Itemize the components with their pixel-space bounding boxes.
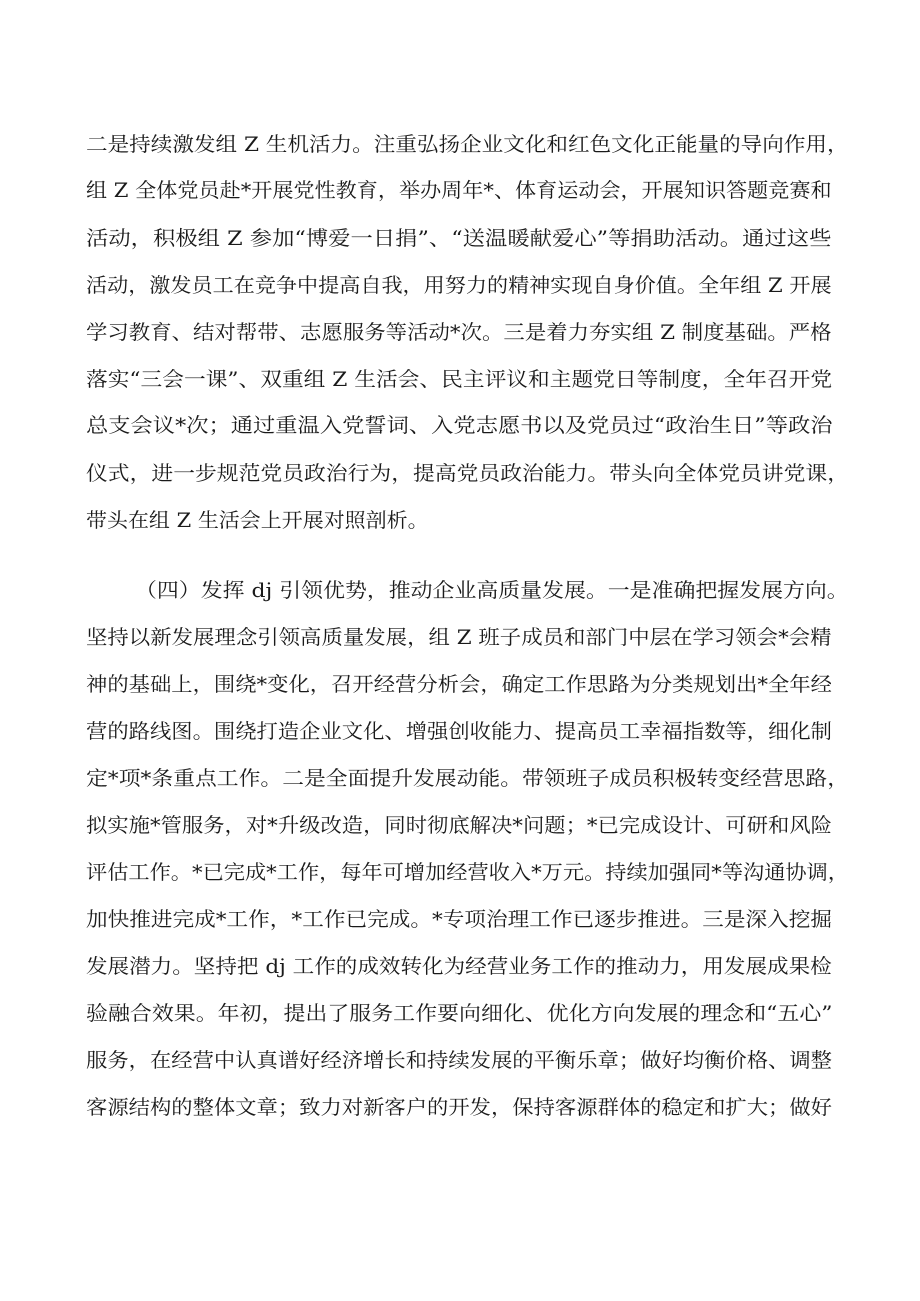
text-line-content: 组 Z 全体党员赴*开展党性教育，举办周年*、体育运动会，开展知识答题竞赛和 <box>86 178 832 202</box>
text-line-content: 营的路线图。围绕打造企业文化、增强创收能力、提高员工幸福指数等，细化制 <box>86 719 832 743</box>
text-line <box>0 758 920 798</box>
text-line <box>0 711 920 751</box>
text-line <box>0 453 920 493</box>
text-line <box>0 1040 920 1080</box>
text-line-content: 定*项*条重点工作。二是全面提升发展动能。带领班子成员积极转变经营思路， <box>86 766 849 790</box>
text-line <box>0 664 920 704</box>
text-line-content: 坚持以新发展理念引领高质量发展，组 Z 班子成员和部门中层在学习领会*会精 <box>86 625 832 649</box>
text-line-content: 验融合效果。年初，提出了服务工作要向细化、优化方向发展的理念和“五心” <box>86 1001 833 1025</box>
text-line-content: 学习教育、结对帮带、志愿服务等活动*次。三是着力夯实组 Z 制度基础。严格 <box>86 320 832 344</box>
text-line-content: 带头在组 Z 生活会上开展对照剖析。 <box>86 508 429 532</box>
text-line-content: 服务，在经营中认真谱好经济增长和持续发展的平衡乐章；做好均衡价格、调整 <box>86 1048 832 1072</box>
text-line-content: 仪式，进一步规范党员政治行为，提高党员政治能力。带头向全体党员讲党课， <box>86 461 849 485</box>
text-line <box>0 359 920 399</box>
text-line-content: 拟实施*管服务，对*升级改造，同时彻底解决*问题；*已完成设计、可研和风险 <box>86 813 832 837</box>
text-line-content: 活动，激发员工在竞争中提高自我，用努力的精神实现自身价值。全年组 Z 开展 <box>86 273 832 297</box>
text-line <box>0 124 920 164</box>
text-line <box>0 993 920 1033</box>
text-line <box>0 805 920 845</box>
text-line-content: 加快推进完成*工作，*工作已完成。*专项治理工作已逐步推进。三是深入挖掘 <box>86 907 833 931</box>
text-line <box>0 570 920 610</box>
text-line <box>0 852 920 892</box>
text-line-content: 活动，积极组 Z 参加“博爱一日捐”、“送温暖献爱心”等捐助活动。通过这些 <box>86 226 832 250</box>
text-line-content: 神的基础上，围绕*变化，召开经营分析会，确定工作思路为分类规划出*全年经 <box>86 672 832 696</box>
text-line <box>0 500 920 540</box>
text-line <box>0 218 920 258</box>
text-line-content: 客源结构的整体文章；致力对新客户的开发，保持客源群体的稳定和扩大；做好 <box>86 1095 832 1119</box>
text-line-content: （四）发挥 dj 引领优势，推动企业高质量发展。一是准确把握发展方向。 <box>135 578 849 602</box>
text-line <box>0 617 920 657</box>
text-line <box>0 899 920 939</box>
text-line-content: 总支会议*次；通过重温入党誓词、入党志愿书以及党员过“政治生日”等政治 <box>86 413 833 437</box>
text-line <box>0 1087 920 1127</box>
text-line-content: 落实“三会一课”、双重组 Z 生活会、民主评议和主题党日等制度，全年召开党 <box>86 367 833 391</box>
text-line <box>0 405 920 445</box>
text-line <box>0 312 920 352</box>
text-line <box>0 265 920 305</box>
text-line <box>0 946 920 986</box>
text-line-content: 评估工作。*已完成*工作，每年可增加经营收入*万元。持续加强同*等沟通协调， <box>86 860 849 884</box>
text-line <box>0 170 920 210</box>
text-line-content: 二是持续激发组 Z 生机活力。注重弘扬企业文化和红色文化正能量的导向作用， <box>86 132 849 156</box>
text-line-content: 发展潜力。坚持把 dj 工作的成效转化为经营业务工作的推动力，用发展成果检 <box>86 954 832 978</box>
